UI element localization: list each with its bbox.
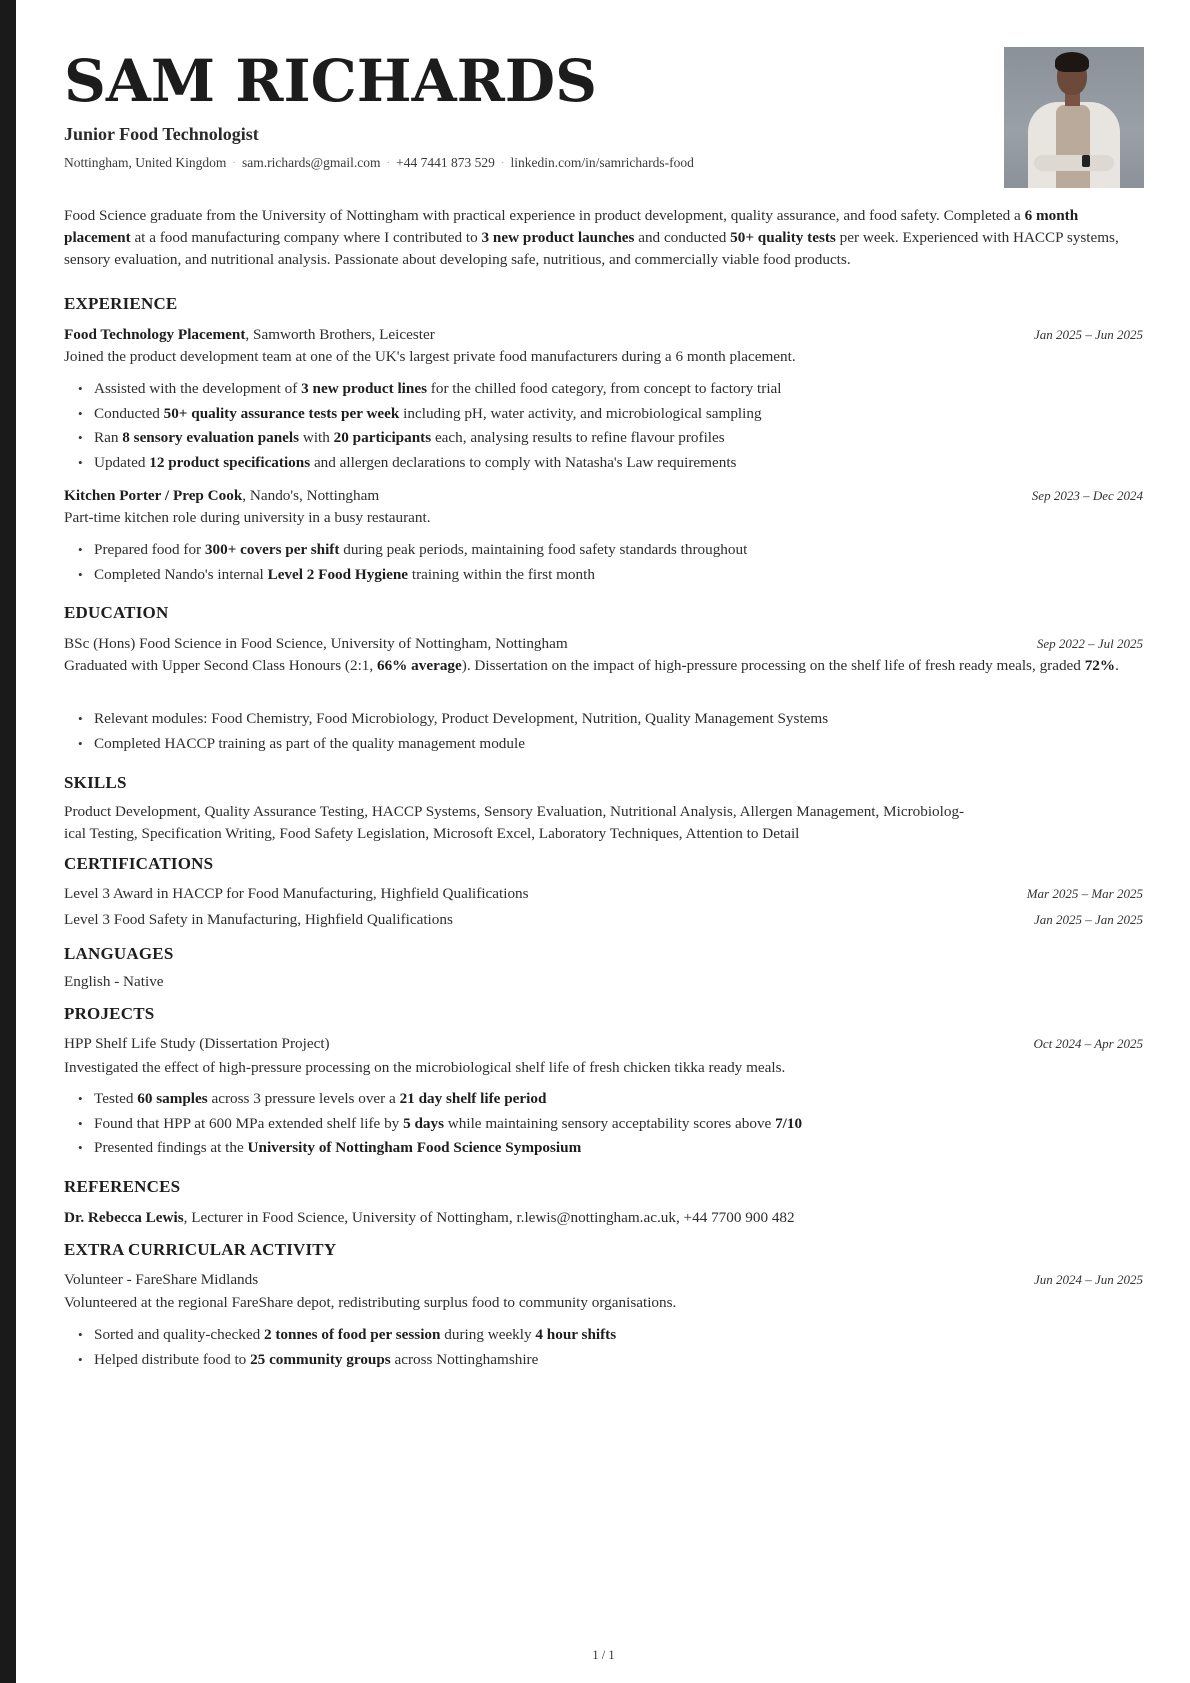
experience-org: , Nando's, Nottingham (242, 487, 380, 504)
emphasis-text: 50+ quality tests (730, 229, 836, 246)
bullet-item (64, 1136, 1143, 1161)
page-indicator: 1 / 1 (592, 1648, 615, 1662)
languages-list: English - Native (64, 973, 164, 990)
education-dates: Sep 2022 – Jul 2025 (1036, 636, 1143, 651)
body-text: ). Dissertation on the impact of high-pressure processing on the shelf life of fresh ready meals, graded (461, 657, 1085, 674)
skills-line: Product Development, Quality Assurance Testing, HACCP Systems, Sensory Evaluation, Nutritional Analysis, Allergen Management, Microbiolog- (64, 803, 965, 820)
bullet-item (64, 426, 1143, 451)
body-text: and allergen declarations to comply with Natasha's Law requirements (310, 453, 737, 471)
reference-item (64, 1207, 1143, 1229)
body-text: per week. Experienced with HACCP systems, sensory evaluation, and nutritional analysis. Passionate about developing safe, nutritious, and commercially viable food products. (64, 229, 1119, 268)
bullet-item (64, 563, 1143, 588)
experience-bullets (64, 538, 1143, 587)
activity-entry-header (64, 1269, 1143, 1291)
body-text: Conducted (94, 404, 164, 422)
bullet-item (64, 451, 1143, 476)
experience-org: , Samworth Brothers, Leicester (245, 326, 435, 343)
activity-description: Volunteered at the regional FareShare depot, redistributing surplus food to community organisations. (64, 1294, 677, 1311)
certification-item (64, 909, 1143, 931)
section-heading-references: REFERENCES (64, 1177, 181, 1196)
body-text: while maintaining sensory acceptability scores above (444, 1114, 776, 1132)
section-heading-extra-curricular: EXTRA CURRICULAR ACTIVITY (64, 1240, 337, 1259)
bullet-item (64, 377, 1143, 402)
experience-role: Kitchen Porter / Prep Cook (64, 487, 243, 504)
experience-role: Food Technology Placement (64, 326, 246, 343)
emphasis-text: 72% (1084, 657, 1116, 674)
bullet-item (64, 1087, 1143, 1112)
body-text: across Nottinghamshire (390, 1350, 539, 1368)
body-text: Found that HPP at 600 MPa extended shelf life by (94, 1114, 404, 1132)
emphasis-text: 4 hour shifts (535, 1326, 617, 1343)
education-entry-header (64, 633, 1143, 655)
section-heading-languages: LANGUAGES (64, 944, 174, 963)
body-text: Assisted with the development of (94, 380, 302, 397)
body-text: each, analysing results to refine flavour profiles (431, 429, 725, 446)
body-text: including pH, water activity, and microbiological sampling (399, 404, 762, 422)
certification-item (64, 883, 1143, 905)
resume-page (64, 0, 1143, 1683)
bullet-item (64, 1112, 1143, 1137)
separator: · (500, 157, 505, 169)
body-text: Completed HACCP training as part of the quality management module (94, 734, 525, 752)
certification-dates: Jan 2025 – Jan 2025 (1033, 912, 1143, 927)
project-bullets (64, 1087, 1143, 1161)
body-text: Completed Nando's internal (94, 565, 268, 583)
emphasis-text: University of Nottingham Food Science Symposium (247, 1139, 582, 1156)
body-text: for the chilled food category, from concept to factory trial (427, 380, 782, 397)
section-heading-certifications: CERTIFICATIONS (64, 854, 214, 873)
bullet-item (64, 732, 1143, 757)
experience-bullets (64, 377, 1143, 475)
project-description: Investigated the effect of high-pressure processing on the microbiological shelf life of fresh chicken tikka ready meals. (64, 1059, 786, 1076)
body-text: Updated (94, 453, 150, 471)
professional-summary (64, 205, 1143, 271)
section-heading-projects: PROJECTS (64, 1004, 155, 1023)
separator: · (386, 157, 391, 169)
body-text: Relevant modules: Food Chemistry, Food Microbiology, Product Development, Nutrition, Quality Management Systems (94, 710, 829, 727)
body-text: Sorted and quality-checked (94, 1326, 264, 1343)
contact-location: Nottingham, United Kingdom (64, 155, 227, 170)
body-text: Helped distribute food to (94, 1350, 251, 1368)
emphasis-text: 12 product specifications (149, 453, 311, 471)
section-heading-skills: SKILLS (64, 773, 127, 792)
emphasis-text: 7/10 (775, 1114, 803, 1132)
job-title: Junior Food Technologist (64, 124, 259, 144)
skills-list (64, 801, 1143, 845)
profile-photo (1004, 47, 1144, 188)
experience-entry-header (64, 485, 1143, 507)
emphasis-text: 3 new product lines (301, 380, 427, 397)
candidate-name: SAM RICHARDS (64, 47, 597, 115)
bullet-item (64, 707, 1143, 732)
activity-name: Volunteer - FareShare Midlands (64, 1271, 259, 1288)
body-text: and conducted (634, 229, 731, 246)
emphasis-text: 21 day shelf life period (399, 1090, 547, 1107)
education-bullets (64, 707, 1143, 756)
bullet-item (64, 1348, 1143, 1373)
activity-bullets (64, 1323, 1143, 1372)
body-text: with (299, 429, 334, 446)
body-text: . (1115, 657, 1119, 674)
body-text: at a food manufacturing company where I contributed to (130, 229, 482, 246)
experience-dates: Jan 2025 – Jun 2025 (1033, 327, 1143, 342)
education-degree: BSc (Hons) Food Science in Food Science, University of Nottingham, Nottingham (64, 635, 568, 652)
body-text: during weekly (440, 1326, 536, 1343)
certification-name: Level 3 Food Safety in Manufacturing, Highfield Qualifications (64, 911, 453, 928)
reference-name: Dr. Rebecca Lewis (64, 1209, 184, 1226)
contact-email[interactable]: sam.richards@gmail.com (242, 155, 381, 170)
emphasis-text: 3 new product launches (481, 229, 635, 246)
certification-dates: Mar 2025 – Mar 2025 (1026, 886, 1143, 901)
body-text: Graduated with Upper Second Class Honours (2:1, (64, 657, 377, 674)
emphasis-text: 8 sensory evaluation panels (122, 429, 300, 446)
project-dates: Oct 2024 – Apr 2025 (1033, 1036, 1143, 1051)
emphasis-text: 300+ covers per shift (204, 541, 340, 558)
emphasis-text: 50+ quality assurance tests per week (163, 404, 400, 422)
body-text: Ran (94, 429, 123, 446)
contact-line (64, 155, 694, 171)
contact-linkedin[interactable]: linkedin.com/in/samrichards-food (510, 155, 694, 170)
certification-name: Level 3 Award in HACCP for Food Manufacturing, Highfield Qualifications (64, 885, 529, 902)
body-text: Presented findings at the (94, 1139, 248, 1156)
reference-details: , Lecturer in Food Science, University of Nottingham, r.lewis@nottingham.ac.uk, +44 7700 900 482 (183, 1209, 795, 1226)
emphasis-text: 5 days (403, 1114, 444, 1132)
body-text: Prepared food for (94, 541, 205, 558)
emphasis-text: 6 month placement (64, 207, 1079, 246)
skills-line: ical Testing, Specification Writing, Food Safety Legislation, Microsoft Excel, Laboratory Techniques, Attention to Detail (64, 825, 800, 842)
emphasis-text: 25 community groups (250, 1350, 391, 1368)
body-text: Food Science graduate from the University of Nottingham with practical experience in product development, quality assurance, and food safety. Completed a (64, 207, 1025, 224)
body-text: Tested (94, 1090, 138, 1107)
activity-dates: Jun 2024 – Jun 2025 (1033, 1272, 1143, 1287)
body-text: during peak periods, maintaining food safety standards throughout (339, 541, 748, 558)
experience-description: Joined the product development team at one of the UK's largest private food manufacturers during a 6 month placement. (64, 348, 796, 365)
section-heading-education: EDUCATION (64, 603, 169, 622)
emphasis-text: 20 participants (333, 429, 432, 446)
section-heading-experience: EXPERIENCE (64, 294, 178, 313)
bullet-item (64, 538, 1143, 563)
separator: · (232, 157, 237, 169)
body-text: training within the first month (408, 565, 595, 583)
contact-phone[interactable]: +44 7441 873 529 (396, 155, 495, 170)
experience-dates: Sep 2023 – Dec 2024 (1031, 488, 1143, 503)
viewer-left-edge (0, 0, 16, 1683)
emphasis-text: 2 tonnes of food per session (263, 1326, 441, 1343)
experience-description: Part-time kitchen role during university in a busy restaurant. (64, 509, 431, 526)
project-entry-header (64, 1033, 1143, 1055)
project-name: HPP Shelf Life Study (Dissertation Project) (64, 1035, 330, 1052)
education-description (64, 655, 1143, 677)
bullet-item (64, 402, 1143, 427)
emphasis-text: 60 samples (137, 1090, 208, 1107)
bullet-item (64, 1323, 1143, 1348)
emphasis-text: Level 2 Food Hygiene (267, 565, 409, 583)
body-text: across 3 pressure levels over a (207, 1090, 400, 1107)
emphasis-text: 66% average (376, 657, 462, 674)
experience-entry-header (64, 324, 1143, 346)
